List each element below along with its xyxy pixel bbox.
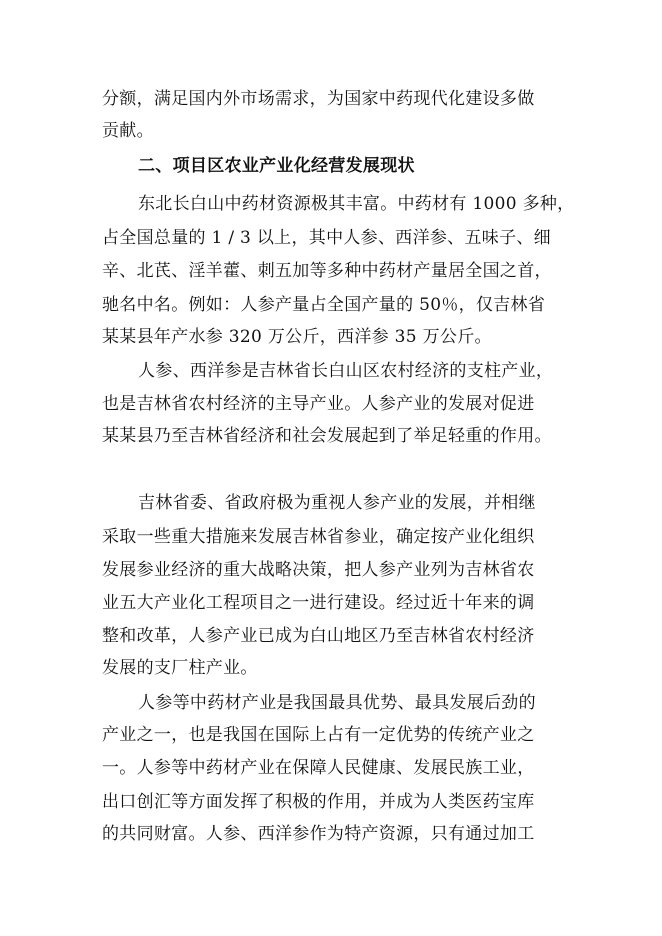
- paragraph-2-line-2: 也是吉林省农村经济的主导产业。人参产业的发展对促进: [102, 394, 535, 414]
- paragraph-1-line-4: 驰名中名。例如：人参产量占全国产量的 50％，仅吉林省: [102, 295, 546, 315]
- paragraph-1-line-1: 东北长白山中药材资源极其丰富。中药材有 1000 多种，: [138, 194, 575, 214]
- paragraph-3-line-2: 采取一些重大措施来发展吉林省参业，确定按产业化组织: [102, 527, 535, 547]
- paragraph-1-line-3: 辛、北芪、淫羊藿、刺五加等多种中药材产量居全国之首，: [102, 261, 552, 281]
- paragraph-3-line-5: 整和改革，人参产业已成为白山地区乃至吉林省农村经济: [102, 626, 535, 646]
- paragraph-4-line-4: 出口创汇等方面发挥了积极的作用，并成为人类医药宝库: [102, 792, 535, 812]
- intro-paragraph-line-2: 贡献。: [102, 121, 154, 141]
- paragraph-4-line-5: 的共同财富。人参、西洋参作为特产资源，只有通过加工: [102, 824, 535, 844]
- paragraph-3-line-1: 吉林省委、省政府极为重视人参产业的发展，并相继: [138, 493, 536, 513]
- paragraph-4-line-2: 产业之一，也是我国在国际上占有一定优势的传统产业之: [102, 725, 535, 745]
- paragraph-3-line-6: 发展的支厂柱产业。: [102, 658, 258, 678]
- paragraph-1-line-2: 占全国总量的 1 / 3 以上，其中人参、西洋参、五味子、细: [102, 228, 551, 248]
- paragraph-3-line-4: 业五大产业化工程项目之一进行建设。经过近十年来的调: [102, 593, 535, 613]
- intro-paragraph-line-1: 分额，满足国内外市场需求，为国家中药现代化建设多做: [102, 89, 535, 109]
- paragraph-2-line-3: 某某县乃至吉林省经济和社会发展起到了举足轻重的作用。: [102, 426, 552, 446]
- paragraph-2-line-1: 人参、西洋参是吉林省长白山区农村经济的支柱产业，: [138, 361, 554, 381]
- paragraph-4-line-1: 人参等中药材产业是我国最具优势、最具发展后劲的: [138, 693, 536, 713]
- paragraph-4-line-3: 一。人参等中药材产业在保障人民健康、发展民族工业，: [102, 758, 535, 778]
- paragraph-1-line-5: 某某县年产水参 320 万公斤，西洋参 35 万公斤。: [102, 327, 492, 347]
- section-heading: 二、项目区农业产业化经营发展现状: [138, 156, 415, 176]
- paragraph-3-line-3: 发展参业经济的重大战略决策，把人参产业列为吉林省农: [102, 560, 535, 580]
